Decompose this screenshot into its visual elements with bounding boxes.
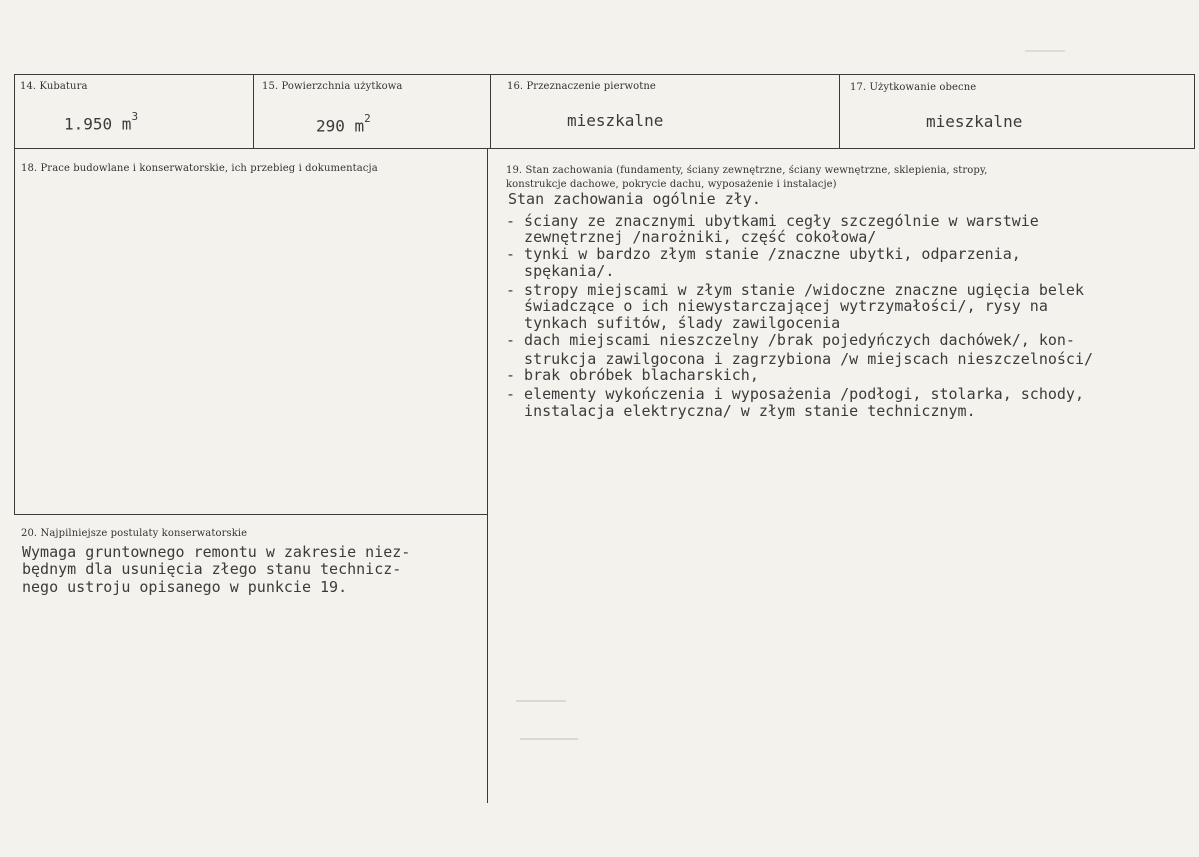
stan-line: instalacja elektryczna/ w złym stanie technicznym. (506, 402, 976, 420)
divider-16-17 (839, 74, 840, 149)
divider-15-16 (490, 74, 491, 149)
stan-line: - ściany ze znacznymi ubytkami cegły szczególnie w warstwie (506, 212, 1039, 230)
stan-label-line1: 19. Stan zachowania (fundamenty, ściany zewnętrzne, ściany wewnętrzne, sklepienia, stropy, (506, 165, 988, 176)
show-through-mark (520, 738, 578, 740)
kubatura-number: 1.950 m (64, 114, 132, 134)
stan-line: zewnętrznej /narożniki, część cokołowa/ (506, 228, 877, 246)
powierzchnia-unit-exponent: 2 (364, 112, 371, 125)
stan-line: - stropy miejscami w złym stanie /widoczne znaczne ugięcia belek (506, 281, 1084, 299)
prace-label: 18. Prace budowlane i konserwatorskie, ich przebieg i dokumentacja (21, 163, 378, 174)
stan-line: świadczące o ich niewystarczającej wytrzymałości/, rysy na (506, 297, 1048, 315)
kubatura-label: 14. Kubatura (20, 81, 88, 92)
uzytkowanie-label: 17. Użytkowanie obecne (850, 82, 977, 93)
postulaty-line: Wymaga gruntownego remontu w zakresie niez- (22, 543, 411, 561)
show-through-mark (516, 700, 566, 702)
divider-14-15 (253, 74, 254, 149)
uzytkowanie-value: mieszkalne (926, 112, 1023, 131)
stan-label-line2: konstrukcje dachowe, pokrycie dachu, wyposażenie i instalacje) (506, 179, 837, 190)
przeznaczenie-label: 16. Przeznaczenie pierwotne (507, 81, 656, 92)
powierzchnia-label: 15. Powierzchnia użytkowa (262, 81, 403, 92)
powierzchnia-value (316, 112, 371, 136)
powierzchnia-number: 290 m (316, 116, 365, 136)
stan-line: Stan zachowania ogólnie zły. (508, 190, 761, 208)
przeznaczenie-value: mieszkalne (567, 111, 664, 130)
postulaty-label: 20. Najpilniejsze postulaty konserwatorskie (21, 528, 248, 539)
stan-line: - elementy wykończenia i wyposażenia /podłogi, stolarka, schody, (506, 385, 1084, 403)
row1-bottom-border (14, 148, 1195, 149)
stan-line: tynkach sufitów, ślady zawilgocenia (506, 314, 841, 332)
divider-18-20 (14, 514, 488, 515)
show-through-mark (1025, 50, 1065, 52)
left-border (14, 74, 15, 515)
stan-line: - tynki w bardzo złym stanie /znaczne ubytki, odparzenia, (506, 245, 1021, 263)
center-divider (487, 148, 488, 803)
kubatura-unit-exponent: 3 (131, 110, 139, 123)
stan-line: strukcja zawilgocona i zagrzybiona /w miejscach nieszczelności/ (506, 350, 1093, 368)
top-border (14, 74, 1195, 75)
stan-line: - dach miejscami nieszczelny /brak pojedyńczych dachówek/, kon- (506, 331, 1075, 349)
stan-line: spękania/. (506, 262, 615, 280)
right-border (1194, 74, 1195, 149)
kubatura-value (64, 110, 139, 134)
stan-line: - brak obróbek blacharskich, (506, 366, 759, 384)
postulaty-line: nego ustroju opisanego w punkcie 19. (22, 578, 348, 596)
postulaty-line: będnym dla usunięcia złego stanu technicz- (22, 560, 402, 578)
